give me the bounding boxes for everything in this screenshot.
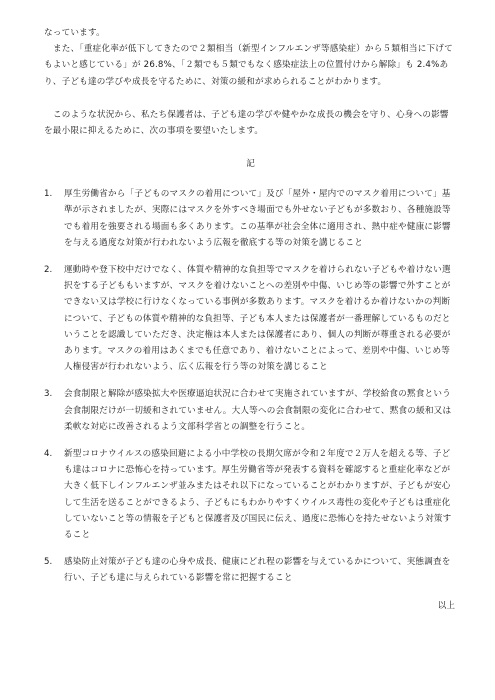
list-item <box>44 262 457 375</box>
paragraph-request-intro: このような状況から、私たち保護者は、子ども達の学びや健やかな成長の機会を守り、心身への影響を最小限に抑えるために、次の事項を要望いたします。 <box>44 109 449 137</box>
list-item-text: 厚生労働省から「子どものマスクの着用について」及び「屋外・屋内でのマスク着用について」基準が示されましたが、実際にはマスクを外すべき場面でも外せない子どもが多数おり、各種施設等でも着用を強要される場面も多くあります。この基準が社会全体に適用され、熱中症や健康に影響を与える過度な対策が行われないよう広報を徹底する等の対策を講じること <box>64 189 451 248</box>
paragraph-survey-results: また、「重症化率が低下してきたので２類相当（新型インフルエンザ等感染症）から５類相当に下げてもよいと感じている」が 26.8%、「２類でも５類でもなく感染症法上の位置付けから解除」も 2.4%あり、子ども達の学びや成長を守るために、対策の緩和が求められることがわかります。 <box>44 44 453 87</box>
request-list <box>44 186 457 586</box>
list-item-number: 2. <box>44 265 53 276</box>
list-item-text: 運動時や登下校中だけでなく、体質や精神的な負担等でマスクを着けられない子どもや着けない選択をする子どももいますが、マスクを着けないことへの差別や中傷、いじめ等の影響で外すことができない又は学校に行けなくなっている事例が多数あります。マスクを着けるか着けないかの判断について、子どもの体質や精神的な負担等、子ども本人または保護者が一番理解しているものだということを認識していただき、決定権は本人または保護者にあり、個人の判断が尊重される必要があります。マスクの着用はあくまでも任意であり、着けないことによって、差別や中傷、いじめ等人権侵害が行われないよう、広く広報を行う等の対策を講じること <box>64 265 451 373</box>
list-item-number: 5. <box>44 557 53 568</box>
closing-ijou: 以上 <box>437 600 455 611</box>
list-item <box>44 386 457 435</box>
list-item <box>44 186 457 251</box>
paragraph-continuation: なっています。 <box>44 28 105 38</box>
list-item-number: 1. <box>44 189 53 200</box>
list-item-number: 4. <box>44 449 53 460</box>
list-item <box>44 446 457 543</box>
list-item-text: 感染防止対策が子ども達の心身や成長、健康にどれ程の影響を与えているかについて、実態調査を行い、子ども達に与えられている影響を常に把握すること <box>64 557 451 584</box>
list-item-text: 会食制限と解除が感染拡大や医療逼迫状況に合わせて実施されていますが、学校給食の黙食という会食制限だけが一切緩和されていません。大人等への会食制限の変化に合わせて、黙食の緩和又は柔軟な対応に改善されるよう文部科学省との調整を行うこと。 <box>64 389 452 432</box>
list-item <box>44 554 457 586</box>
section-heading-ki: 記 <box>246 159 255 170</box>
list-item-text: 新型コロナウイルスの感染回避による小中学校の長期欠席が令和２年度で２万人を超える等、子ども達はコロナに恐怖心を持っています。厚生労働省等が発表する資料を確認すると重症化率などが大きく低下しインフルエンザ並みまたはそれ以下になっていることがわかりますが、子どもが安心して生活を送ることができるよう、子どもにもわかりやすくウイルス毒性の変化や子どもは重症化していないこと等の情報を子どもと保護者及び国民に伝え、過度に恐怖心を持たせないよう対策すること <box>64 449 452 541</box>
list-item-number: 3. <box>44 389 53 400</box>
